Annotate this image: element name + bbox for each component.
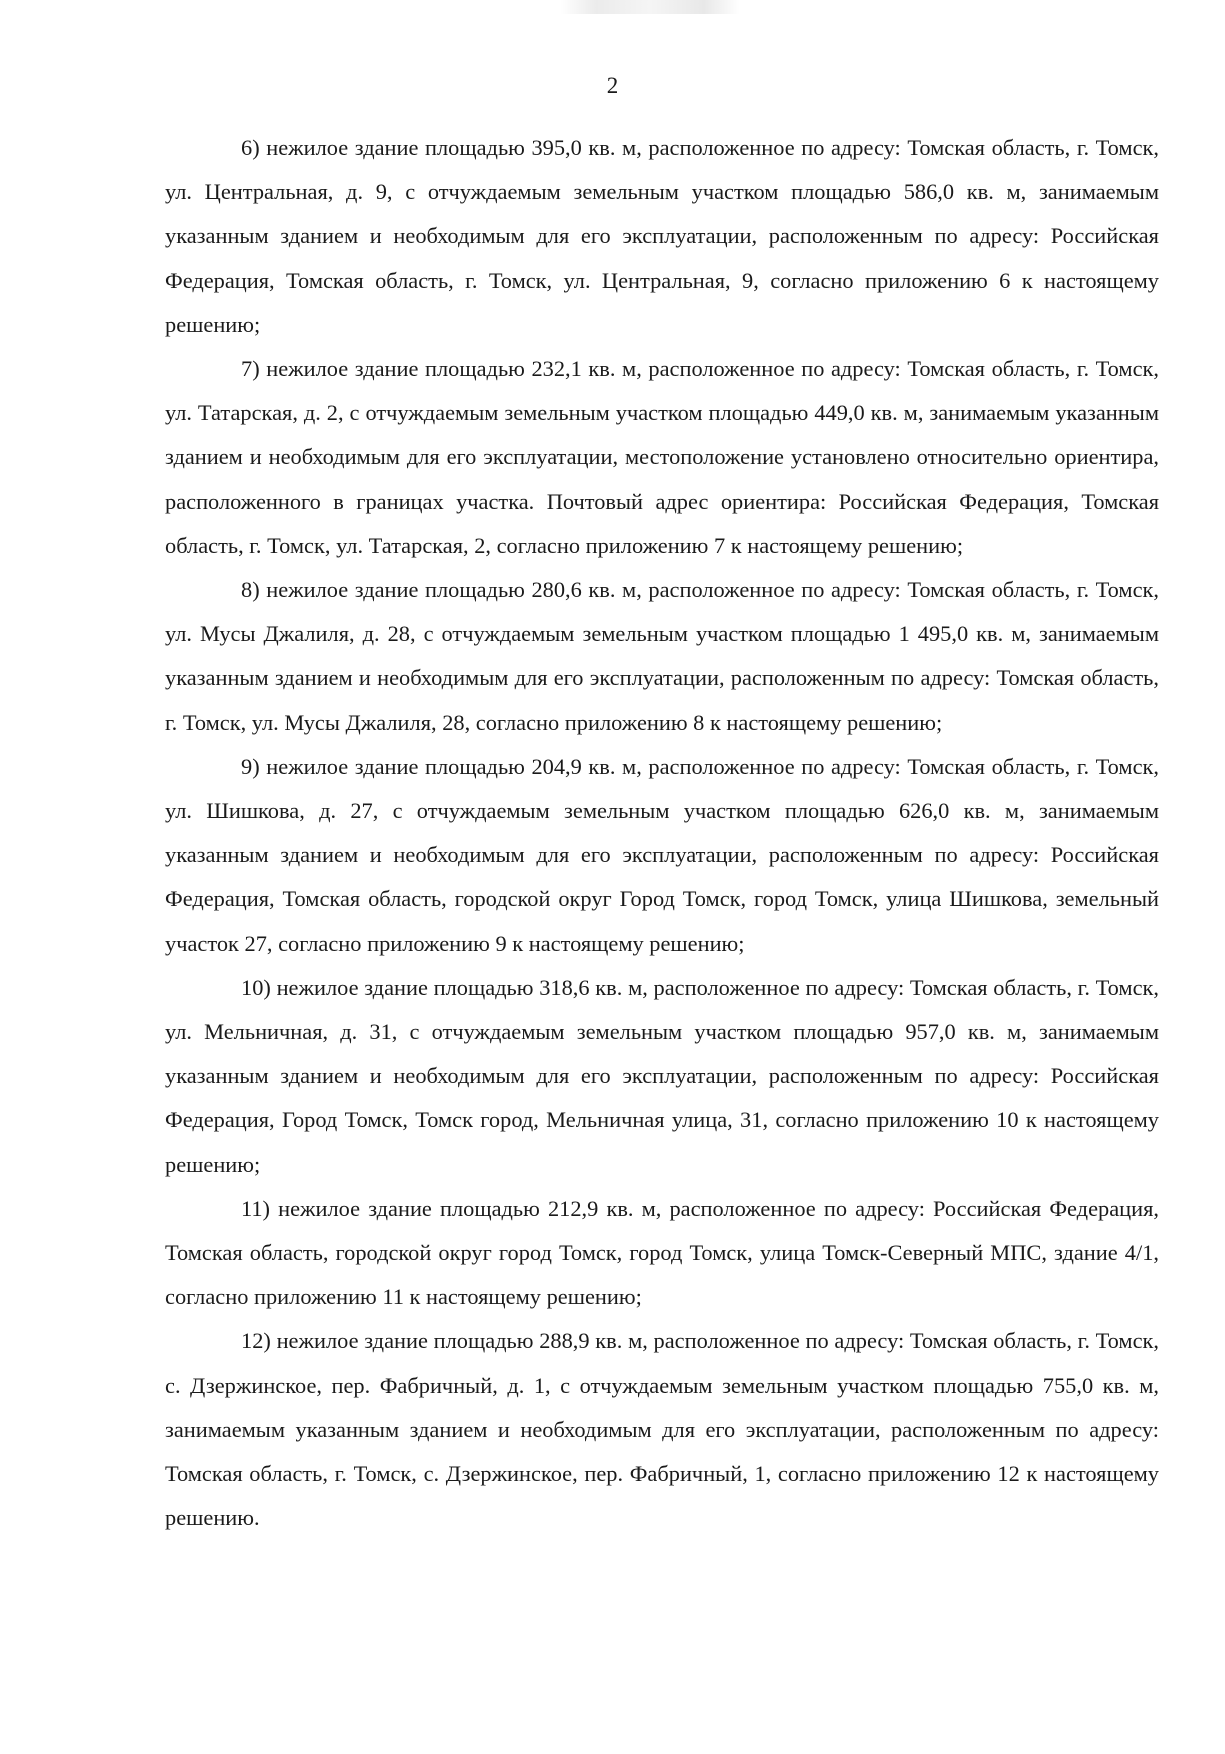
list-item-12: 12) нежилое здание площадью 288,9 кв. м, расположенное по адресу: Томская область, г. Томск, с. Дзержинское, пер. Фабричный, д. 1, с отчуждаемым земельным участком площадью 755,0 кв. м, занимаемым указанным зданием и необходимым для его эксплуатации, расположенным по адресу: Томская область, г. Томск, с. Дзержинское, пер. Фабричный, 1, согласно приложению 12 к настоящему решению. xyxy=(165,1328,1159,1531)
list-item-9: 9) нежилое здание площадью 204,9 кв. м, расположенное по адресу: Томская область, г. Томск, ул. Шишкова, д. 27, с отчуждаемым земельным участком площадью 626,0 кв. м, занимаемым указанным зданием и необходимым для его эксплуатации, расположенным по адресу: Российская Федерация, Томская область, городской округ Город Томск, город Томск, улица Шишкова, земельный участок 27, согласно приложению 9 к настоящему решению; xyxy=(165,753,1159,956)
document-body xyxy=(165,126,1159,1541)
list-item-7: 7) нежилое здание площадью 232,1 кв. м, расположенное по адресу: Томская область, г. Томск, ул. Татарская, д. 2, с отчуждаемым земельным участком площадью 449,0 кв. м, занимаемым указанным зданием и необходимым для его эксплуатации, местоположение установлено относительно ориентира, расположенного в границах участка. Почтовый адрес ориентира: Российская Федерация, Томская область, г. Томск, ул. Татарская, 2, согласно приложению 7 к настоящему решению; xyxy=(165,356,1159,558)
list-item-10: 10) нежилое здание площадью 318,6 кв. м, расположенное по адресу: Томская область, г. Томск, ул. Мельничная, д. 31, с отчуждаемым земельным участком площадью 957,0 кв. м, занимаемым указанным зданием и необходимым для его эксплуатации, расположенным по адресу: Российская Федерация, Город Томск, Томск город, Мельничная улица, 31, согласно приложению 10 к настоящему решению; xyxy=(165,974,1159,1177)
list-item-11: 11) нежилое здание площадью 212,9 кв. м, расположенное по адресу: Российская Федерация, Томская область, городской округ город Томск, город Томск, улица Томск-Северный МПС, здание 4/1, согласно приложению 11 к настоящему решению; xyxy=(165,1195,1159,1310)
list-item-6: 6) нежилое здание площадью 395,0 кв. м, расположенное по адресу: Томская область, г. Томск, ул. Центральная, д. 9, с отчуждаемым земельным участком площадью 586,0 кв. м, занимаемым указанным зданием и необходимым для его эксплуатации, расположенным по адресу: Российская Федерация, Томская область, г. Томск, ул. Центральная, 9, согласно приложению 6 к настоящему решению; xyxy=(165,135,1159,337)
list-item-8: 8) нежилое здание площадью 280,6 кв. м, расположенное по адресу: Томская область, г. Томск, ул. Мусы Джалиля, д. 28, с отчуждаемым земельным участком площадью 1 495,0 кв. м, занимаемым указанным зданием и необходимым для его эксплуатации, расположенным по адресу: Томская область, г. Томск, ул. Мусы Джалиля, 28, согласно приложению 8 к настоящему решению; xyxy=(165,577,1159,735)
page-number: 2 xyxy=(606,73,619,98)
scan-artifact xyxy=(560,0,740,14)
